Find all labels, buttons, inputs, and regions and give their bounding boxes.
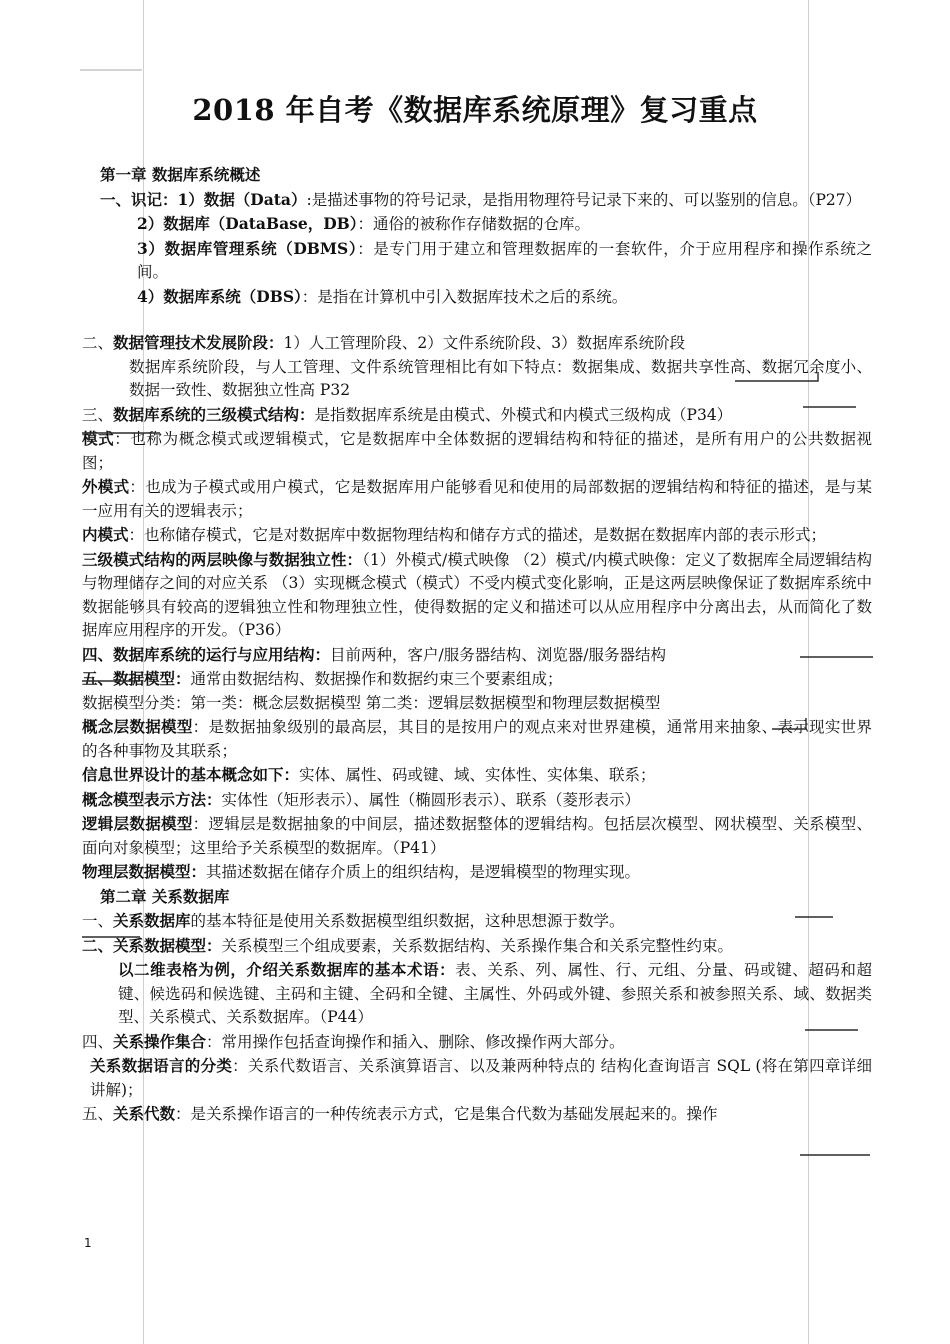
paragraph: 一、识记：1）数据（Data）:是描述事物的符号记录，是指用物理符号记录下来的、可以鉴别的信息。（P27） xyxy=(100,189,862,209)
document-title: 2018 年自考《数据库系统原理》复习重点 xyxy=(192,93,758,127)
chapter-1-heading: 第一章 数据库系统概述 xyxy=(100,165,261,184)
paragraph: 以二维表格为例，介绍关系数据库的基本术语：表、关系、列、属性、行、元组、分量、码或键、超码和超键、候选码和候选键、主码和主键、全码和全键、主属性、外码或外键、参照关系和被参照关系、域、数据类型、关系模式、关系数据库。（P44） xyxy=(118,960,872,1026)
paragraph: 三、数据库系统的三级模式结构：是指数据库系统是由模式、外模式和内模式三级构成（P34） xyxy=(82,404,733,424)
paragraph: 二、关系数据模型：关系模型三个组成要素，关系数据结构、关系操作集合和关系完整性约束。 xyxy=(82,935,734,955)
paragraph: 五、关系代数：是关系操作语言的一种传统表示方式，它是集合代数为基础发展起来的。操作 xyxy=(82,1104,718,1123)
paragraph: 五、数据模型：通常由数据结构、数据操作和数据约束三个要素组成； xyxy=(82,669,563,688)
paragraph: 三级模式结构的两层映像与数据独立性：（1）外模式/模式映像 （2）模式/内模式映像：定义了数据库全局逻辑结构与物理储存之间的对应关系 （3）实现概念模式（模式）不受内模式变化影响，正是这两层映像保证了数据库系统中数据能够具有较高的逻辑独立性和物理独立性，使得数据的定义和描述可以从应用程序中分离出去，从而简化了数据库应用程序的开发。（P36） xyxy=(82,549,872,639)
paragraph: 信息世界设计的基本概念如下：实体、属性、码或键、域、实体性、实体集、联系； xyxy=(82,765,656,784)
paragraph: 3）数据库管理系统（DBMS）：是专门用于建立和管理数据库的一套软件，介于应用程序和操作系统之间。 xyxy=(137,238,872,281)
paragraph: 关系数据语言的分类：关系代数语言、关系演算语言、以及兼两种特点的 结构化查询语言 SQL (将在第四章详细讲解)； xyxy=(90,1056,872,1099)
paragraph: 四、关系操作集合：常用操作包括查询操作和插入、删除、修改操作两大部分。 xyxy=(82,1031,625,1051)
paragraph: 模式：也称为概念模式或逻辑模式，它是数据库中全体数据的逻辑结构和特征的描述，是所有用户的公共数据视图； xyxy=(82,429,872,472)
underline-mark xyxy=(735,372,818,381)
paragraph: 概念层数据模型：是数据抽象级别的最高层，其目的是按用户的观点来对世界建模，通常用来抽象、表示现实世界的各种事物及其联系； xyxy=(82,717,872,760)
paragraph: 物理层数据模型：其描述数据在储存介质上的组织结构，是逻辑模型的物理实现。 xyxy=(82,862,641,881)
underline-mark xyxy=(772,718,806,729)
paragraph: 数据模型分类：第一类：概念层数据模型 第二类：逻辑层数据模型和物理层数据模型 xyxy=(82,693,661,712)
paragraph: 内模式：也称储存模式，它是对数据库中数据物理结构和储存方式的描述，是数据在数据库内部的表示形式； xyxy=(82,525,827,544)
paragraph: 概念模型表示方法：实体性（矩形表示）、属性（椭圆形表示）、联系（菱形表示） xyxy=(82,789,641,809)
paragraph: 数据库系统阶段，与人工管理、文件系统管理相比有如下特点：数据集成、数据共享性高、数据冗余度小、数据一致性、数据独立性高 P32 xyxy=(129,357,872,399)
paragraph: 一、关系数据库的基本特征是使用关系数据模型组织数据，这种思想源于数学。 xyxy=(82,911,625,930)
paragraph: 四、数据库系统的运行与应用结构：目前两种，客户/服务器结构、浏览器/服务器结构 xyxy=(82,644,666,664)
page-number: 1 xyxy=(84,1236,92,1250)
paragraph: 二、数据管理技术发展阶段：1）人工管理阶段、2）文件系统阶段、3）数据库系统阶段 xyxy=(82,333,686,352)
paragraph: 2）数据库（DataBase，DB）：通俗的被称作存储数据的仓库。 xyxy=(137,214,591,233)
paragraph: 逻辑层数据模型：逻辑层是数据抽象的中间层，描述数据整体的逻辑结构。包括层次模型、网状模型、关系模型、面向对象模型；这里给予关系模型的数据库。（P41） xyxy=(82,814,872,857)
chapter-2-heading: 第二章 关系数据库 xyxy=(100,886,230,906)
paragraph: 4）数据库系统（DBS）：是指在计算机中引入数据库技术之后的系统。 xyxy=(137,286,628,306)
paragraph: 外模式：也成为子模式或用户模式，它是数据库用户能够看见和使用的局部数据的逻辑结构和特征的描述，是与某一应用有关的逻辑表示； xyxy=(82,477,872,520)
